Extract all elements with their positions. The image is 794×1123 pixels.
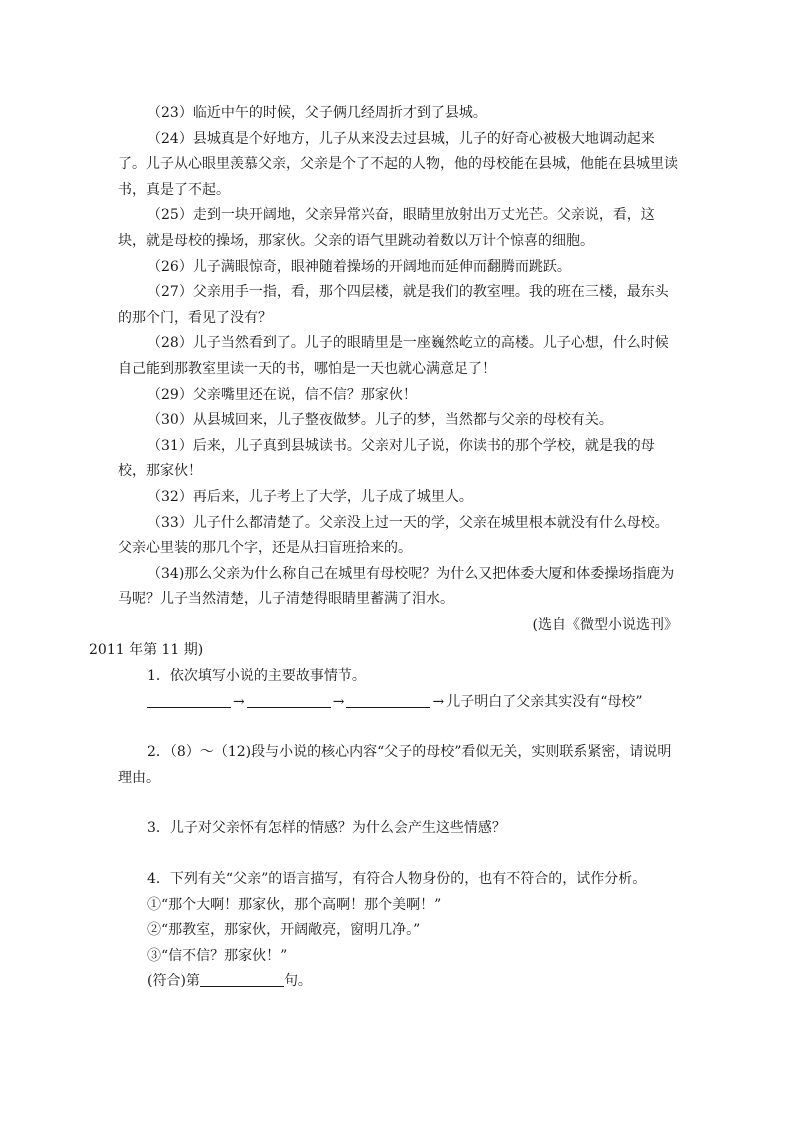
answer-blank-3[interactable] (346, 692, 430, 708)
paragraph-27: （27）父亲用手一指，看，那个四层楼，就是我们的教室哩。我的班在三楼，最东头的那个门，看见了没有？ (118, 284, 669, 326)
arrow-1: → (233, 693, 245, 710)
paragraph-24: （24）县城真是个好地方，儿子从来没去过县城，儿子的好奇心被极大地调动起来了。儿子从心眼里羡慕父亲，父亲是个了不起的人物，他的母校能在县城，他能在县城里读书，真是了不起。 (118, 130, 678, 198)
answer-blank-2[interactable] (247, 692, 331, 708)
answer-blank-1[interactable] (147, 692, 231, 708)
paragraph-30: （30）从县城回来，儿子整夜做梦。儿子的梦，当然都与父亲的母校有关。 (147, 412, 613, 429)
paragraph-29: （29）父亲嘴里还在说，信不信？那家伙！ (147, 386, 417, 403)
plot-chain (118, 690, 678, 716)
paragraph-23: （23）临近中午的时候，父子俩几经周折才到了县城。 (147, 105, 487, 121)
fit-answer-blank[interactable] (200, 971, 284, 987)
arrow-3: → (432, 693, 445, 710)
question-4-option-3: ③“信不信？那家伙！” (147, 947, 288, 964)
question-2: 2．（8）～（12)段与小说的核心内容“父子的母校”看似无关，实则联系紧密，请说明理由。 (118, 744, 672, 786)
paragraph-26: （26）儿子满眼惊奇，眼神随着操场的开阔地而延伸而翻腾而跳跃。 (147, 258, 571, 275)
paragraph-28: （28）儿子当然看到了。儿子的眼睛里是一座巍然屹立的高楼。儿子心想，什么时候自己能到那教室里读一天的书，哪怕是一天也就心满意足了！ (118, 335, 669, 377)
paragraph-34: （34)那么父亲为什么称自己在城里有母校呢？为什么又把体委大厦和体委操场指鹿为马呢？儿子当然清楚，儿子清楚得眼睛里蓄满了泪水。 (118, 565, 675, 608)
paragraph-33: （33）儿子什么都清楚了。父亲没上过一天的学，父亲在城里根本就没有什么母校。父亲心里装的那几个字，还是从扫盲班拾来的。 (118, 514, 669, 557)
paragraph-32: （32）再后来，儿子考上了大学，儿子成了城里人。 (147, 488, 473, 505)
source-citation: (选自《微型小说选刊》 (532, 616, 678, 633)
fit-prefix: (符合)第 (147, 973, 200, 990)
question-4: 4．下列有关“父亲”的语言描写，有符合人物身份的，也有不符合的，试作分析。 (147, 871, 647, 888)
document-body (89, 101, 678, 995)
plot-chain-end: 儿子明白了父亲其实没有“母校” (446, 693, 643, 710)
question-1: 1．依次填写小说的主要故事情节。 (147, 668, 366, 685)
question-3: 3．儿子对父亲怀有怎样的情感？为什么会产生这些情感？ (147, 820, 506, 837)
paragraph-31: （31）后来，儿子真到县城读书。父亲对儿子说，你读书的那个学校，就是我的母校，那家伙！ (118, 437, 655, 480)
fit-suffix: 句。 (283, 973, 312, 990)
question-4-option-2: ②“那教室，那家伙，开阔敞亮，窗明几净。” (147, 922, 421, 939)
arrow-2: → (332, 693, 345, 710)
question-4-option-1: ①“那个大啊！那家伙，那个高啊！那个美啊！” (147, 896, 442, 913)
question-4-fit-line (118, 969, 678, 995)
paragraph-25: （25）走到一块开阔地，父亲异常兴奋，眼睛里放射出万丈光芒。父亲说，看，这块，就是母校的操场，那家伙。父亲的语气里跳动着数以万计个惊喜的细胞。 (118, 207, 655, 249)
source-citation-continued: 2011 年第 11 期) (89, 642, 204, 659)
